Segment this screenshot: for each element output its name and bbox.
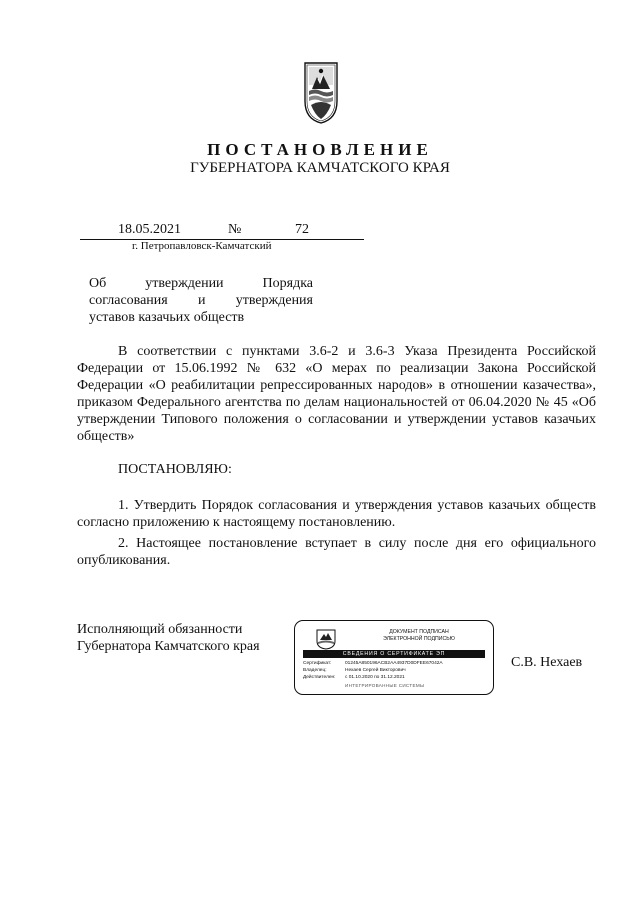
signer-position: Исполняющий обязанности Губернатора Камчатского края xyxy=(77,622,260,654)
document-subtitle: ГУБЕРНАТОРА КАМЧАТСКОГО КРАЯ xyxy=(190,160,450,176)
decree-heading: ПОСТАНОВЛЯЮ: xyxy=(118,462,232,477)
stamp-row-label: Действителен: xyxy=(303,675,336,680)
document-subject xyxy=(89,275,313,326)
stamp-cert-bar: СВЕДЕНИЯ О СЕРТИФИКАТЕ ЭП xyxy=(303,650,485,658)
document-title: ПОСТАНОВЛЕНИЕ xyxy=(207,140,433,159)
document-number: 72 xyxy=(295,222,309,237)
stamp-cert-row xyxy=(303,661,443,667)
coat-of-arms-emblem xyxy=(303,61,339,125)
subject-line: согласования и утверждения xyxy=(89,293,313,308)
decree-item-1: 1. Утвердить Порядок согласования и утверждения уставов казачьих обществ согласно приложению к настоящему постановлению. xyxy=(77,498,596,530)
stamp-row-label: Владелец: xyxy=(303,668,327,673)
signer-name: С.В. Нехаев xyxy=(511,655,583,670)
stamp-footer: ИНТЕГРИРОВАННЫЕ СИСТЕМЫ xyxy=(345,683,425,688)
document-date: 18.05.2021 xyxy=(118,222,181,237)
stamp-row-value: Нехаев Сергей Викторович xyxy=(345,668,406,673)
stamp-owner-row xyxy=(303,668,406,674)
preamble-paragraph: В соответствии с пунктами 3.6-2 и 3.6-3 Указа Президента Российской Федерации от 15.06.1992 № 632 «О мерах по реализации Закона Российской Федерации «О реабилитации репрессированных народов» в отношении казачества», приказом Федерального агентства по делам национальностей от 06.04.2020 № 45 «Об утверждении Типового положения о согласовании и утверждении уставов казачьих обществ» xyxy=(77,344,596,444)
stamp-header-line: ЭЛЕКТРОННОЙ ПОДПИСЬЮ xyxy=(383,636,455,642)
date-number-line xyxy=(80,222,364,240)
stamp-row-label: Сертификат: xyxy=(303,661,332,666)
electronic-signature-stamp xyxy=(294,620,494,695)
stamp-row-value: 01245A850196ACB2AA4937D0DFEE67042A xyxy=(345,661,443,666)
city-label: г. Петропавловск-Камчатский xyxy=(132,240,272,252)
subject-line: Об утверждении Порядка xyxy=(89,276,313,291)
stamp-header-line: ДОКУМЕНТ ПОДПИСАН xyxy=(389,629,449,635)
stamp-valid-row xyxy=(303,675,405,681)
subject-line: уставов казачьих обществ xyxy=(89,310,245,325)
stamp-row-value: с 01.10.2020 по 31.12.2021 xyxy=(345,675,405,680)
stamp-emblem-icon xyxy=(315,628,337,650)
number-sign: № xyxy=(228,222,242,237)
decree-item-2: 2. Настоящее постановление вступает в силу после дня его официального опубликования. xyxy=(77,536,596,568)
stamp-header xyxy=(355,629,483,643)
